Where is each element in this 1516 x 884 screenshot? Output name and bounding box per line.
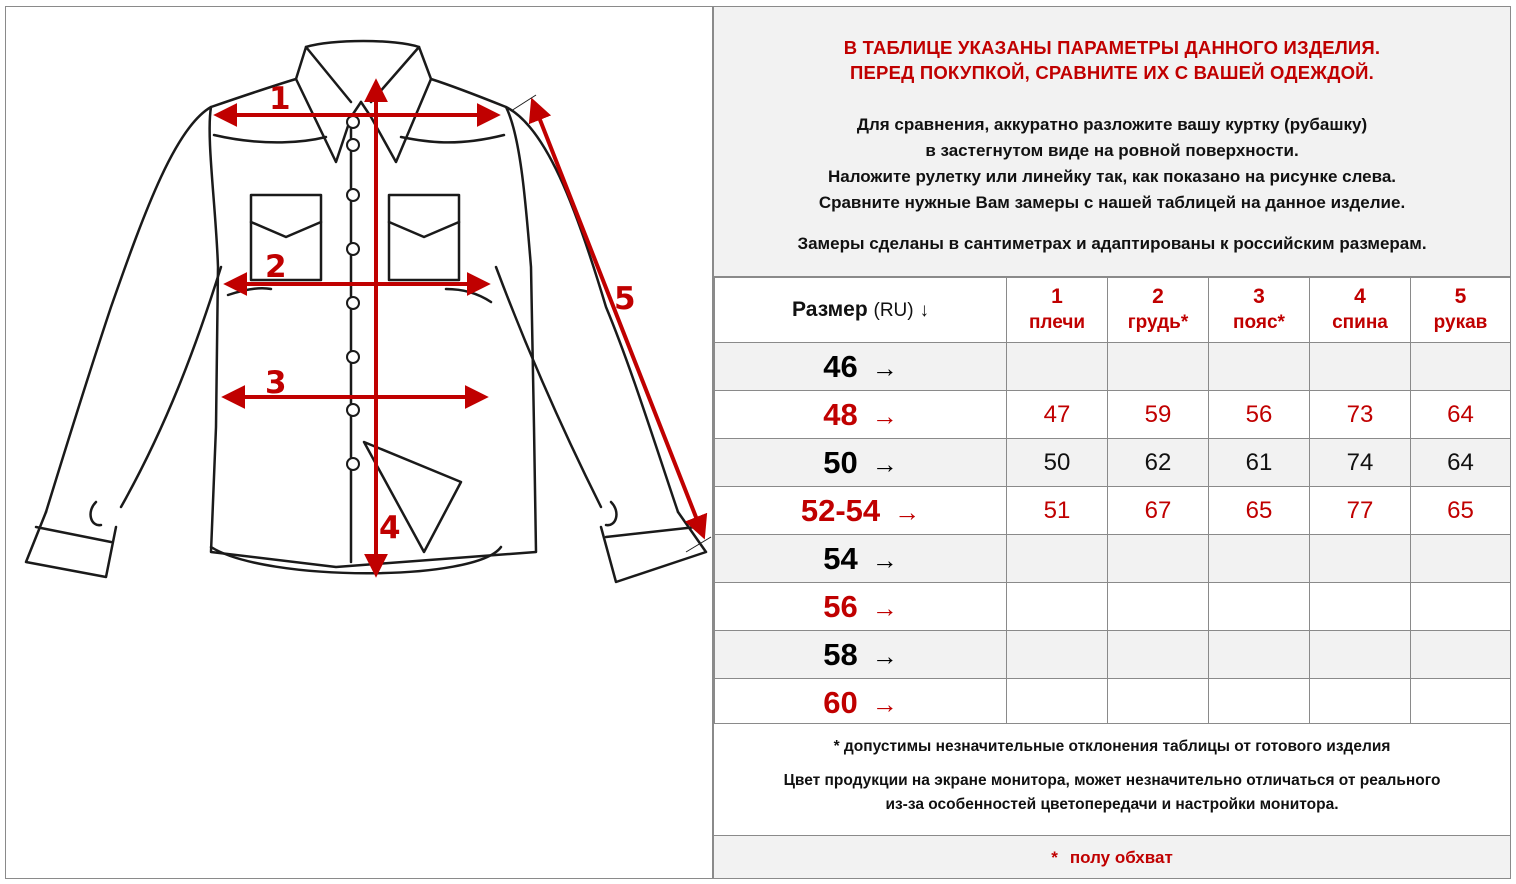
column-header-back: 4 спина bbox=[1310, 278, 1411, 343]
value-cell bbox=[1007, 343, 1108, 391]
footer-text: полу обхват bbox=[1069, 848, 1173, 867]
value-cell bbox=[1209, 535, 1310, 583]
value-cell: 62 bbox=[1108, 439, 1209, 487]
value-cell bbox=[1209, 583, 1310, 631]
column-header-waist: 3 пояс* bbox=[1209, 278, 1310, 343]
table-row bbox=[715, 343, 1511, 391]
value-cell: 64 bbox=[1411, 439, 1511, 487]
size-cell: 50 → bbox=[715, 439, 1007, 487]
value-cell bbox=[1209, 679, 1310, 727]
value-cell bbox=[1108, 631, 1209, 679]
value-cell bbox=[1108, 583, 1209, 631]
value-cell bbox=[1007, 631, 1108, 679]
table-row bbox=[715, 631, 1511, 679]
shirt-outline-icon bbox=[26, 41, 706, 582]
value-cell bbox=[1209, 631, 1310, 679]
diagram-label-2: 2 bbox=[265, 249, 287, 285]
value-cell: 56 bbox=[1209, 391, 1310, 439]
headline-line-2: ПЕРЕД ПОКУПКОЙ, СРАВНИТЕ ИХ С ВАШЕЙ ОДЕЖДОЙ. bbox=[850, 62, 1374, 83]
value-cell bbox=[1108, 679, 1209, 727]
diagram-label-3: 3 bbox=[265, 365, 287, 401]
value-cell bbox=[1310, 535, 1411, 583]
value-cell bbox=[1411, 583, 1511, 631]
table-row bbox=[715, 439, 1511, 487]
value-cell bbox=[1411, 535, 1511, 583]
size-column-header: Размер (RU) ↓ bbox=[715, 278, 1007, 343]
size-cell: 46 → bbox=[715, 343, 1007, 391]
size-chart-panel bbox=[713, 6, 1511, 879]
value-cell bbox=[1310, 583, 1411, 631]
size-cell: 58 → bbox=[715, 631, 1007, 679]
table-row bbox=[715, 535, 1511, 583]
value-cell bbox=[1411, 343, 1511, 391]
instruction-line-1: Для сравнения, аккуратно разложите вашу куртку (рубашку) bbox=[856, 115, 1368, 134]
value-cell: 67 bbox=[1108, 487, 1209, 535]
diagram-label-5: 5 bbox=[614, 281, 636, 317]
value-cell: 77 bbox=[1310, 487, 1411, 535]
footer-asterisk: * bbox=[1051, 848, 1058, 867]
units-note: Замеры сделаны в сантиметрах и адаптированы к российским размерам. bbox=[797, 234, 1427, 253]
value-cell: 74 bbox=[1310, 439, 1411, 487]
value-cell: 65 bbox=[1411, 487, 1511, 535]
value-cell bbox=[1310, 343, 1411, 391]
value-cell bbox=[1411, 679, 1511, 727]
table-row bbox=[715, 583, 1511, 631]
value-cell bbox=[1108, 535, 1209, 583]
size-cell: 48 → bbox=[715, 391, 1007, 439]
value-cell bbox=[1007, 535, 1108, 583]
value-cell bbox=[1209, 343, 1310, 391]
color-note-line-1: Цвет продукции на экране монитора, может незначительно отличаться от реального bbox=[783, 772, 1441, 789]
column-header-shoulders: 1 плечи bbox=[1007, 278, 1108, 343]
instruction-line-2: в застегнутом виде на ровной поверхности. bbox=[925, 141, 1299, 160]
value-cell: 50 bbox=[1007, 439, 1108, 487]
size-cell: 56 → bbox=[715, 583, 1007, 631]
table-row bbox=[715, 487, 1511, 535]
measurement-diagram-panel bbox=[5, 6, 713, 879]
value-cell bbox=[1310, 631, 1411, 679]
size-cell: 52-54 → bbox=[715, 487, 1007, 535]
notes-section bbox=[714, 723, 1510, 835]
table-row bbox=[715, 391, 1511, 439]
deviation-note: * допустимы незначительные отклонения таблицы от готового изделия bbox=[833, 738, 1391, 755]
footer-legend bbox=[714, 835, 1510, 878]
value-cell: 65 bbox=[1209, 487, 1310, 535]
value-cell bbox=[1310, 679, 1411, 727]
size-cell: 60 → bbox=[715, 679, 1007, 727]
color-note-line-2: из-за особенностей цветопередачи и настройки монитора. bbox=[885, 796, 1339, 813]
value-cell: 59 bbox=[1108, 391, 1209, 439]
measurement-lines bbox=[218, 83, 703, 573]
diagram-label-1: 1 bbox=[269, 81, 291, 117]
column-header-chest: 2 грудь* bbox=[1108, 278, 1209, 343]
value-cell: 47 bbox=[1007, 391, 1108, 439]
size-cell: 54 → bbox=[715, 535, 1007, 583]
headline-line-1: В ТАБЛИЦЕ УКАЗАНЫ ПАРАМЕТРЫ ДАННОГО ИЗДЕЛИЯ. bbox=[843, 37, 1381, 58]
size-table bbox=[714, 277, 1511, 727]
value-cell bbox=[1007, 583, 1108, 631]
intro-section bbox=[714, 7, 1510, 277]
value-cell bbox=[1108, 343, 1209, 391]
value-cell bbox=[1007, 679, 1108, 727]
instruction-line-3: Наложите рулетку или линейку так, как показано на рисунке слева. bbox=[827, 167, 1397, 186]
instruction-line-4: Сравните нужные Вам замеры с нашей таблицей на данное изделие. bbox=[818, 193, 1406, 212]
table-row bbox=[715, 679, 1511, 727]
value-cell: 61 bbox=[1209, 439, 1310, 487]
buttons bbox=[347, 116, 359, 470]
value-cell: 64 bbox=[1411, 391, 1511, 439]
table-header-row bbox=[715, 278, 1511, 343]
column-header-sleeve: 5 рукав bbox=[1411, 278, 1511, 343]
value-cell: 51 bbox=[1007, 487, 1108, 535]
diagram-label-4: 4 bbox=[379, 510, 401, 546]
shirt-diagram bbox=[6, 7, 714, 880]
value-cell bbox=[1411, 631, 1511, 679]
value-cell: 73 bbox=[1310, 391, 1411, 439]
